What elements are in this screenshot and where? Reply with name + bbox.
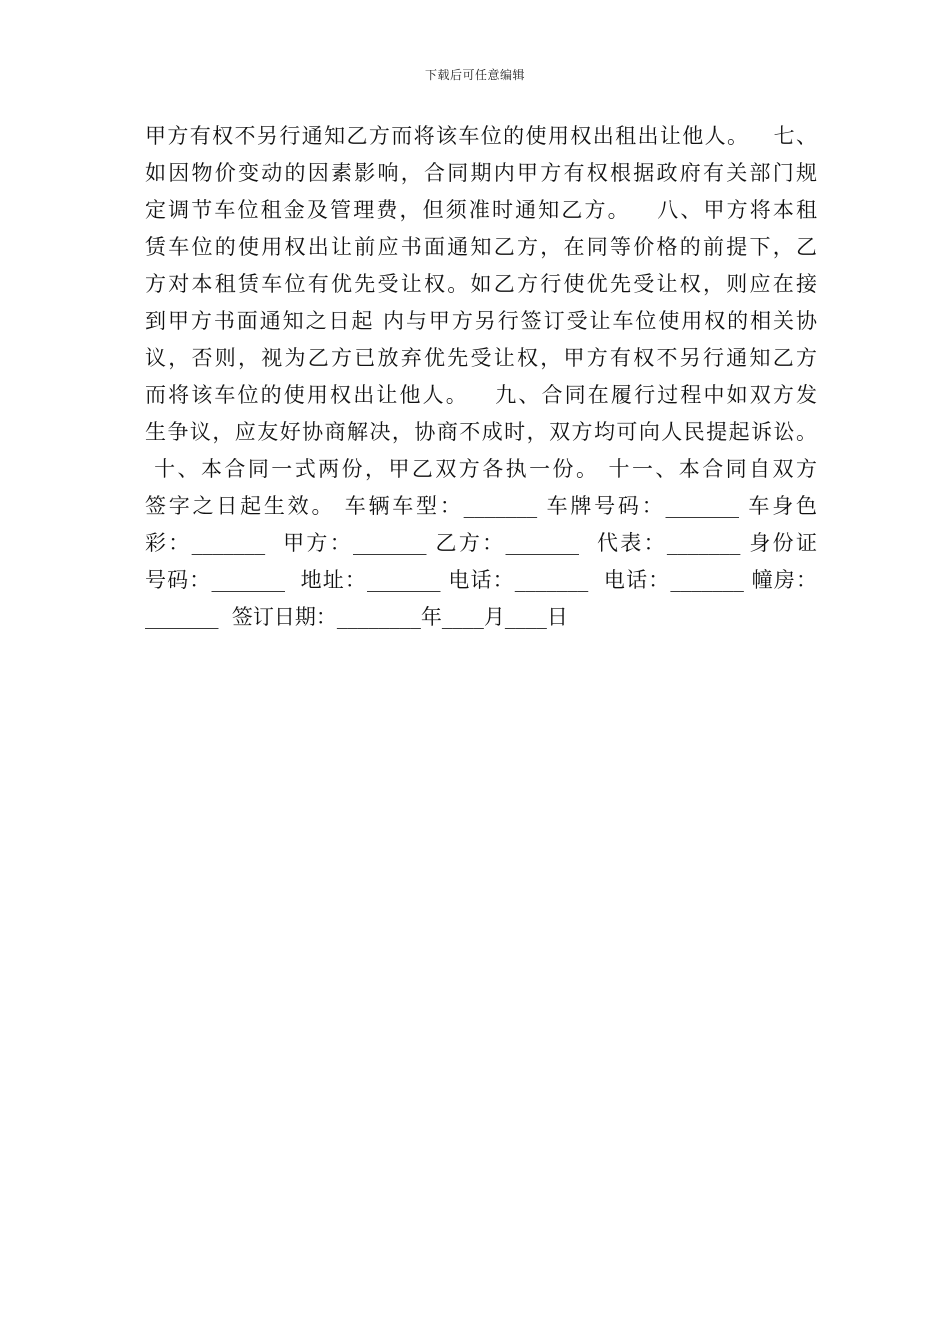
contract-body [145,118,817,636]
page-header: 下载后可任意编辑 [424,68,525,82]
contract-line-11: 签字之日起生效。 车辆车型：_______ 车牌号码：_______ 车身色 [145,494,817,518]
contract-line-10: 十、本合同一式两份，甲乙双方各执一份。 十一、本合同自双方 [145,457,817,481]
contract-line-8: 而将该车位的使用权出让他人。 九、合同在履行过程中如双方发 [145,383,817,407]
contract-line-7: 议，否则，视为乙方已放弃优先受让权，甲方有权不另行通知乙方 [145,346,817,370]
contract-line-14: _______ 签订日期：________年____月____日 [145,605,568,629]
contract-line-13: 号码：_______ 地址：_______ 电话：_______ 电话：_______ 幢房： [145,568,817,592]
contract-line-1: 甲方有权不另行通知乙方而将该车位的使用权出租出让他人。 七、 [145,124,817,148]
contract-line-4: 赁车位的使用权出让前应书面通知乙方，在同等价格的前提下，乙 [145,235,817,259]
contract-line-12: 彩：_______ 甲方：_______ 乙方：_______ 代表：_______ 身份证 [145,531,817,555]
contract-line-6: 到甲方书面通知之日起 内与甲方另行签订受让车位使用权的相关协 [145,309,817,333]
contract-line-9: 生争议，应友好协商解决，协商不成时，双方均可向人民提起诉讼。 [145,420,817,444]
contract-line-2: 如因物价变动的因素影响，合同期内甲方有权根据政府有关部门规 [145,161,817,185]
contract-line-5: 方对本租赁车位有优先受让权。如乙方行使优先受让权，则应在接 [145,272,817,296]
contract-line-3: 定调节车位租金及管理费，但须准时通知乙方。 八、甲方将本租 [145,198,817,222]
